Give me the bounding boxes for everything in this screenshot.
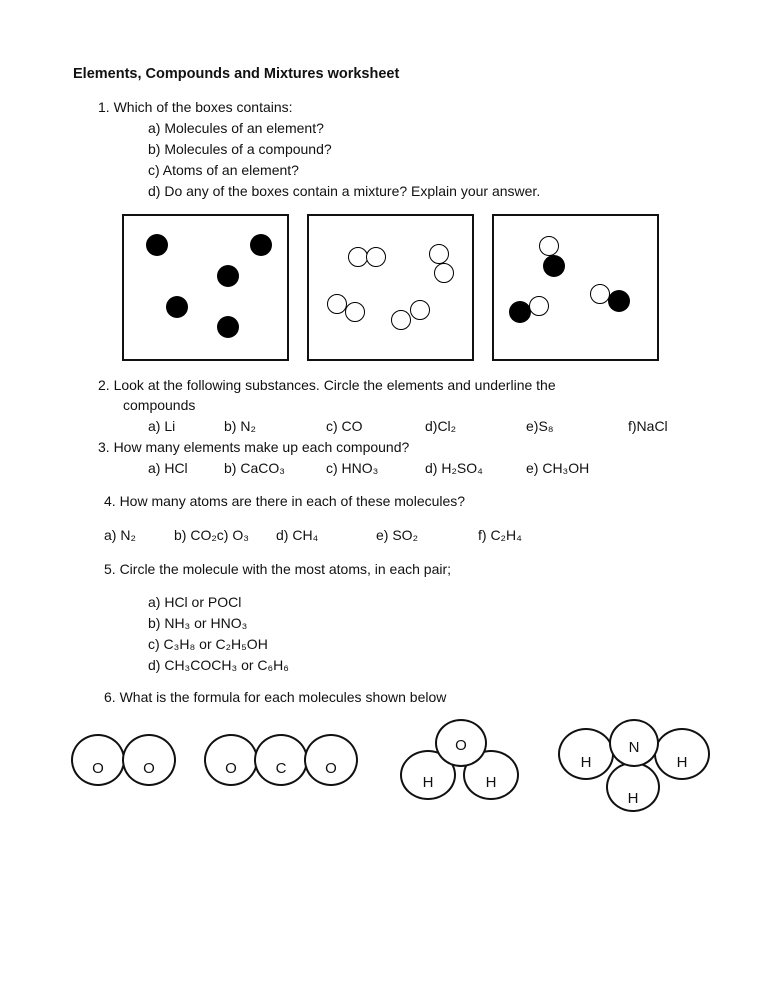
- atom-dot: [166, 296, 188, 318]
- q1-option-d: d) Do any of the boxes contain a mixture? Explain your answer.: [148, 183, 541, 199]
- q4-option: d) CH₄: [276, 527, 319, 543]
- q3-stem: 3. How many elements make up each compound?: [98, 439, 410, 455]
- q2-option: f)NaCl: [628, 418, 668, 434]
- q3-option: c) HNO₃: [326, 460, 379, 476]
- q2-option: a) Li: [148, 418, 176, 434]
- q4-option: e) SO₂: [376, 527, 418, 543]
- atom-dot: [217, 316, 239, 338]
- atom-dot: [327, 294, 347, 314]
- atom-dot: [529, 296, 549, 316]
- atom-dot: [366, 247, 386, 267]
- molecule-4-atom: H: [654, 728, 710, 780]
- q5-option-d: d) CH₃COCH₃ or C₆H₆: [148, 657, 289, 673]
- molecule-1-atom: O: [71, 734, 125, 786]
- molecule-2-atom: O: [304, 734, 358, 786]
- atom-dot: [539, 236, 559, 256]
- q2-option: c) CO: [326, 418, 363, 434]
- atom-dot: [590, 284, 610, 304]
- atom-dot: [391, 310, 411, 330]
- q2-option: e)S₈: [526, 418, 554, 434]
- q3-option: d) H₂SO₄: [425, 460, 483, 476]
- q2-option: d)Cl₂: [425, 418, 457, 434]
- q4-option: f) C₂H₄: [478, 527, 522, 543]
- q2-stem-continued: compounds: [123, 397, 196, 413]
- q3-option: e) CH₃OH: [526, 460, 590, 476]
- q5-stem: 5. Circle the molecule with the most atoms, in each pair;: [104, 561, 452, 577]
- q5-option-c: c) C₃H₈ or C₂H₅OH: [148, 636, 268, 652]
- molecule-4-atom: N: [609, 719, 659, 767]
- molecule-3-atom: H: [400, 750, 456, 800]
- atom-dot: [509, 301, 531, 323]
- atom-dot: [345, 302, 365, 322]
- q1-stem: 1. Which of the boxes contains:: [98, 99, 293, 115]
- box-2: [307, 214, 474, 361]
- q5-option-a: a) HCl or POCl: [148, 594, 242, 610]
- q3-option: a) HCl: [148, 460, 188, 476]
- molecule-4-atom: H: [558, 728, 614, 780]
- atom-dot: [543, 255, 565, 277]
- q6-stem: 6. What is the formula for each molecules shown below: [104, 689, 447, 705]
- atom-dot: [348, 247, 368, 267]
- molecule-2-atom: C: [254, 734, 308, 786]
- molecule-3-atom: O: [435, 719, 487, 767]
- atom-dot: [250, 234, 272, 256]
- q4-option: b) CO₂c) O₃: [174, 527, 249, 543]
- q2-option: b) N₂: [224, 418, 256, 434]
- atom-dot: [434, 263, 454, 283]
- box-1: [122, 214, 289, 361]
- q2-stem: 2. Look at the following substances. Circle the elements and underline the: [98, 377, 556, 393]
- atom-dot: [217, 265, 239, 287]
- atom-dot: [608, 290, 630, 312]
- molecule-3-atom: H: [463, 750, 519, 800]
- q4-stem: 4. How many atoms are there in each of these molecules?: [104, 493, 466, 509]
- q5-option-b: b) NH₃ or HNO₃: [148, 615, 248, 631]
- q1-option-b: b) Molecules of a compound?: [148, 141, 332, 157]
- molecule-2-atom: O: [204, 734, 258, 786]
- worksheet-title: Elements, Compounds and Mixtures worksheet: [73, 66, 400, 82]
- molecule-1-atom: O: [122, 734, 176, 786]
- atom-dot: [146, 234, 168, 256]
- atom-dot: [410, 300, 430, 320]
- q3-option: b) CaCO₃: [224, 460, 285, 476]
- molecule-4-atom: H: [606, 762, 660, 812]
- box-3: [492, 214, 659, 361]
- q1-option-c: c) Atoms of an element?: [148, 162, 299, 178]
- q1-option-a: a) Molecules of an element?: [148, 120, 324, 136]
- atom-dot: [429, 244, 449, 264]
- q4-option: a) N₂: [104, 527, 136, 543]
